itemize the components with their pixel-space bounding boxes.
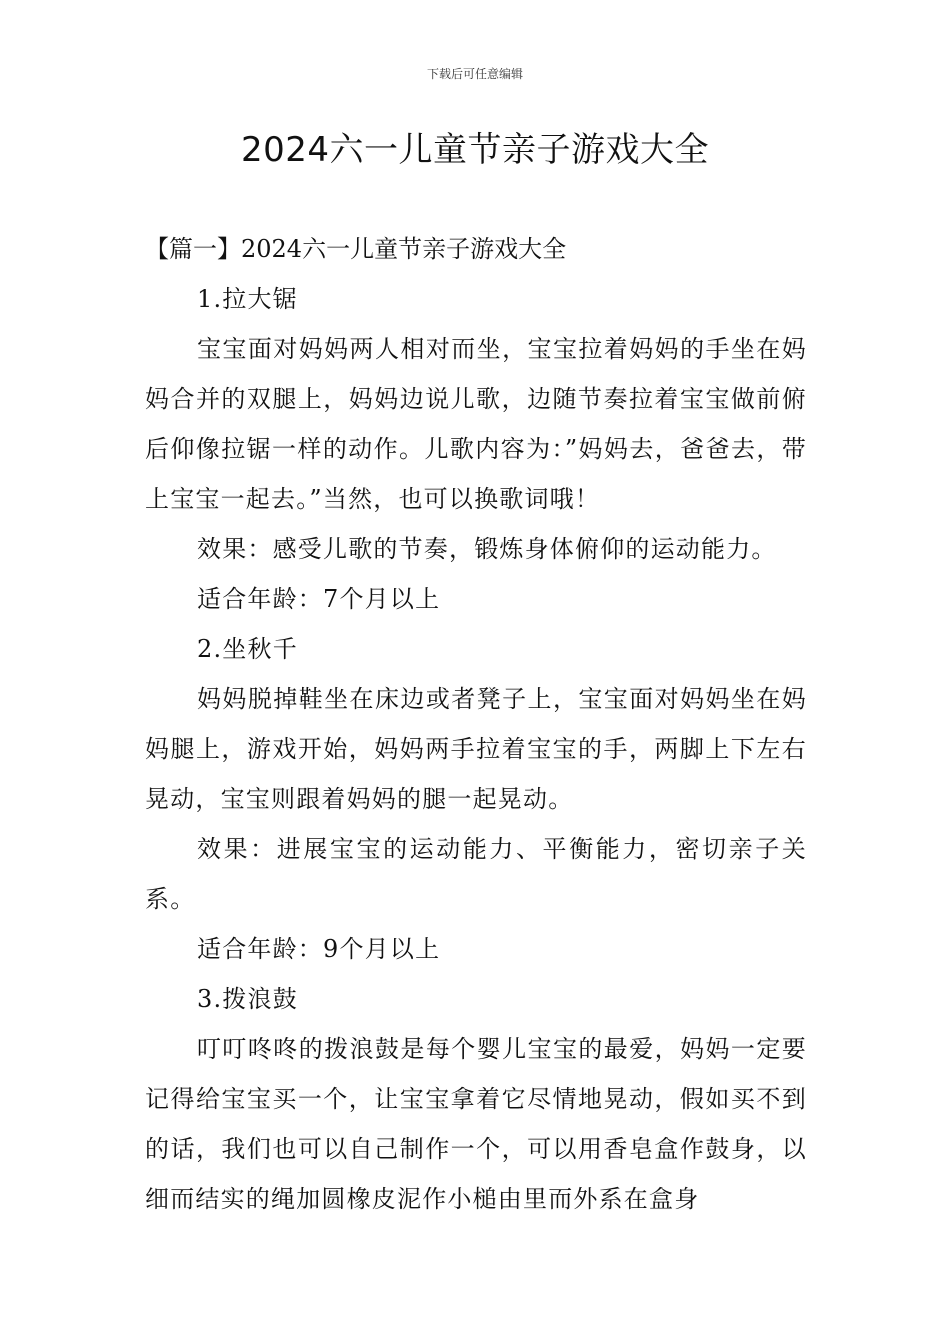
document-title: 2024六一儿童节亲子游戏大全 [240,130,710,170]
document-body [145,224,807,1224]
age-2: 适合年龄：9个月以上 [197,935,441,963]
effect-1: 效果：感受儿歌的节奏，锻炼身体俯仰的运动能力。 [197,535,777,563]
item-heading-3: 3.拨浪鼓 [197,985,298,1013]
paragraph-2: 妈妈脱掉鞋坐在床边或者凳子上，宝宝面对妈妈坐在妈妈腿上，游戏开始，妈妈两手拉着宝宝的手，两脚上下左右晃动，宝宝则跟着妈妈的腿一起晃动。 [145,685,807,813]
item-heading-1: 1.拉大锯 [197,285,298,313]
item-heading-2: 2.坐秋千 [197,635,298,663]
section-heading: 【篇一】2024六一儿童节亲子游戏大全 [145,235,567,263]
paragraph-1: 宝宝面对妈妈两人相对而坐，宝宝拉着妈妈的手坐在妈妈合并的双腿上，妈妈边说儿歌，边随节奏拉着宝宝做前俯后仰像拉锯一样的动作。儿歌内容为：”妈妈去，爸爸去，带上宝宝一起去。”当然，也可以换歌词哦！ [145,335,807,513]
age-1: 适合年龄：7个月以上 [197,585,441,613]
effect-2: 效果：进展宝宝的运动能力、平衡能力，密切亲子关系。 [145,835,807,913]
paragraph-3: 叮叮咚咚的拨浪鼓是每个婴儿宝宝的最爱，妈妈一定要记得给宝宝买一个，让宝宝拿着它尽情地晃动，假如买不到的话，我们也可以自己制作一个，可以用香皂盒作鼓身，以细而结实的绳加圆橡皮泥作小槌由里而外系在盒身 [145,1035,807,1213]
header-note: 下载后可任意编辑 [426,67,523,81]
